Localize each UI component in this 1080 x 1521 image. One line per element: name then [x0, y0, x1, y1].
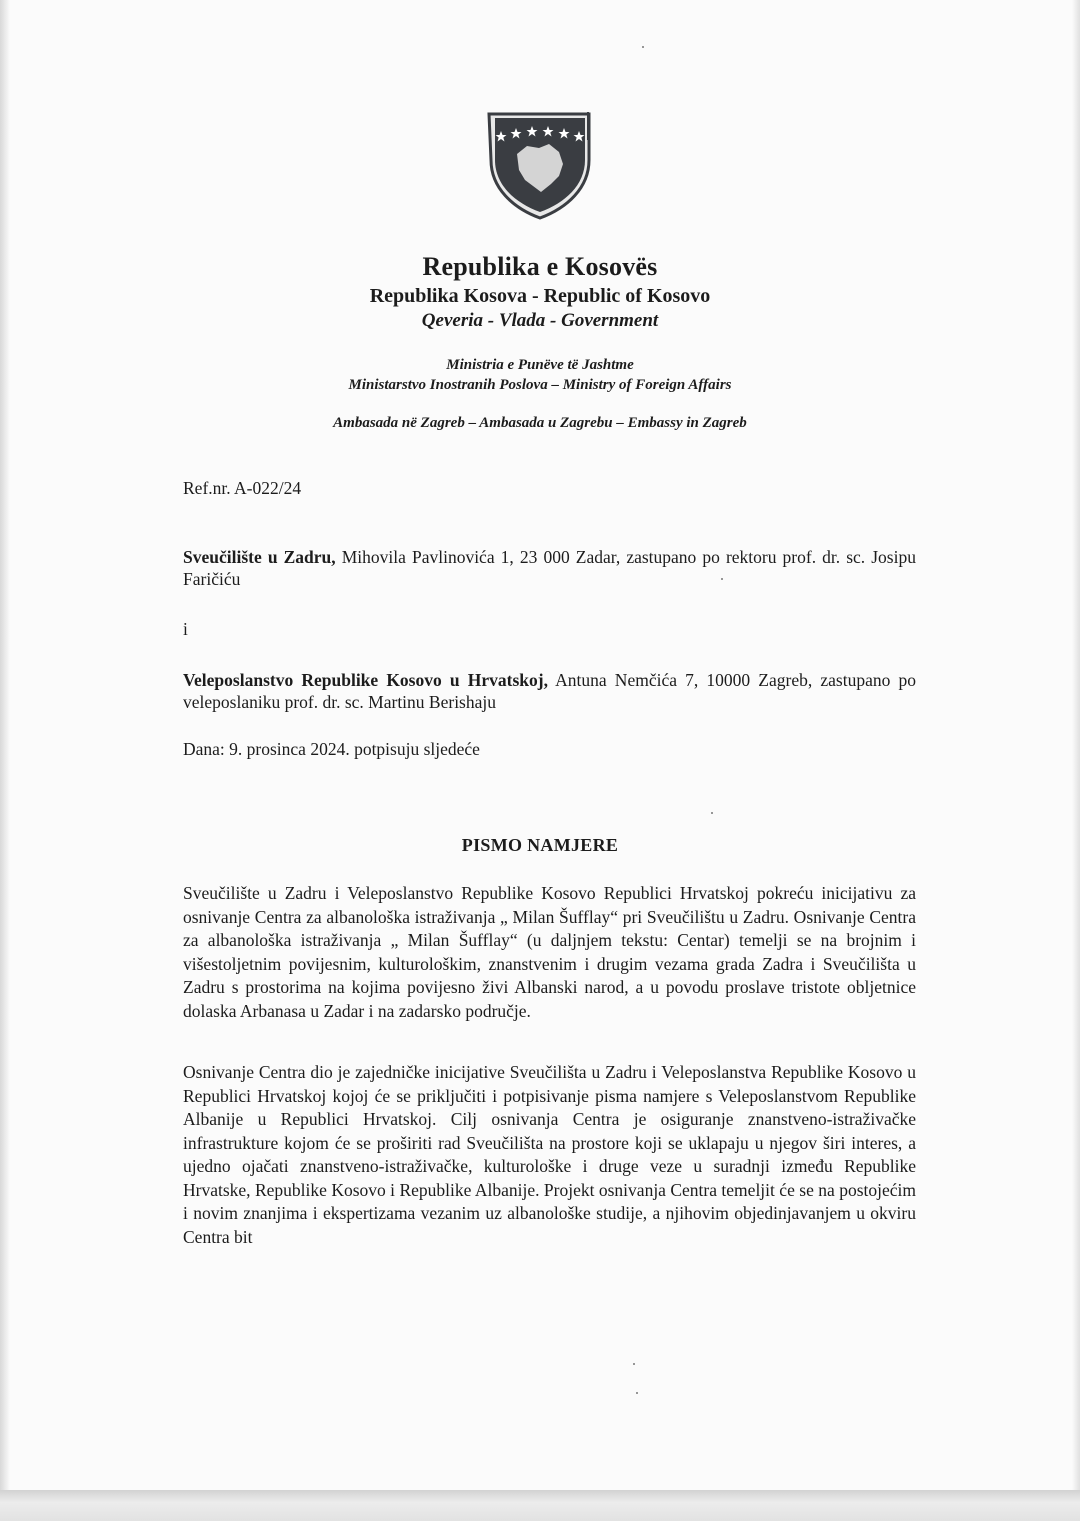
header-ministry-line1: Ministria e Punëve të Jashtme	[446, 357, 634, 373]
page-bottom-edge	[0, 1490, 1080, 1521]
kosovo-coat-of-arms-icon	[487, 108, 593, 220]
header-government: Qeveria - Vlada - Government	[421, 310, 659, 331]
party-one-name: Sveučilište u Zadru,	[183, 547, 336, 567]
paragraph-one: Sveučilište u Zadru i Veleposlanstvo Republike Kosovo Republici Hrvatskoj pokreću inicijativu za osnivanje Centra za albanološka istraživanja „ Milan Šufflay“ pri Sveučilištu u Zadru. Osnivanje Centra za albanološka istraživanja „ Milan Šufflay“ (u daljnjem tekstu: Centar) temelji se na brojnim i višestoljetnim povijesnim, kulturološkim, znanstvenim i drugim vezama grada Zadra i Sveučilišta u Zadru s prostorima na kojima povijesno živi Albanski narod, a u povodu proslave tristote obljetnice dolaska Arbanasa u Zadar i na zadarsko područje.	[183, 883, 916, 1021]
scan-speck	[711, 812, 713, 814]
header-subtitle: Republika Kosova - Republic of Kosovo	[369, 285, 711, 307]
header-embassy: Ambasada në Zagreb – Ambasada u Zagrebu – Embassy in Zagreb	[333, 415, 747, 431]
header-title: Republika e Kosovës	[422, 252, 658, 281]
party-one	[183, 546, 916, 590]
reference-number: Ref.nr. A-022/24	[183, 478, 302, 498]
party-two-details: Antuna Nemčića 7, 10000 Zagreb, zastupano po veleposlaniku prof. dr. sc. Martinu Berishaju	[183, 670, 916, 712]
paragraph-two: Osnivanje Centra dio je zajedničke inicijative Sveučilišta u Zadru i Veleposlanstva Republike Kosovo u Republici Hrvatskoj kojoj će se priključiti i potpisivanje pisma namjere s Veleposlanstvom Republike Albanije u Republici Hrvatskoj. Cilj osnivanja Centra je osiguranje znanstveno-istraživačke infrastrukture kojom će se proširiti rad Sveučilišta na prostore koji se uklapaju u njegov širi interes, a ujedno ojačati znanstveno-istraživačke, kulturološke i druge veze u suradnji između Republike Hrvatske, Republike Kosovo i Republike Albanije. Projekt osnivanja Centra temeljit će se na postojećim i novim znanjima i ekspertizama vezanim uz albanološke studije, a njihovim objedinjavanjem u okviru Centra bit	[183, 1062, 916, 1247]
scan-speck	[721, 578, 723, 580]
party-two-name: Veleposlanstvo Republike Kosovo u Hrvatskoj,	[183, 670, 548, 690]
document-title: PISMO NAMJERE	[461, 835, 619, 855]
conjunction: i	[183, 619, 188, 639]
date-line: Dana: 9. prosinca 2024. potpisuju sljedeće	[183, 739, 480, 759]
scan-speck	[633, 1363, 635, 1365]
header-ministry-line2: Ministarstvo Inostranih Poslova – Ministry of Foreign Affairs	[348, 377, 732, 393]
party-one-details: Mihovila Pavlinovića 1, 23 000 Zadar, zastupano po rektoru prof. dr. sc. Josipu Faričiću	[183, 547, 916, 589]
scan-speck	[636, 1392, 638, 1394]
scan-speck	[642, 46, 644, 48]
party-two	[183, 669, 916, 713]
